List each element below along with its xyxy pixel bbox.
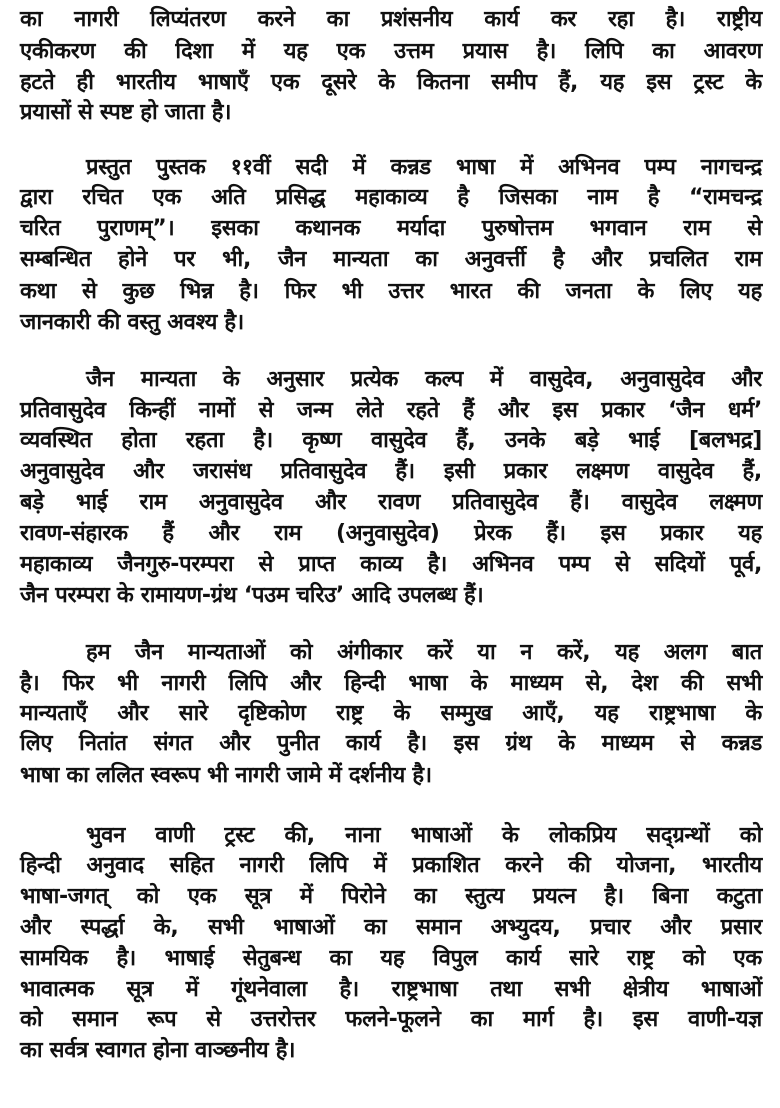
text-line: सामयिक है। भाषाई सेतुबन्ध का यह विपुल कार्य सारे राष्ट्र को एक	[20, 946, 762, 971]
text-line: द्वारा रचित एक अति प्रसिद्ध महाकाव्य है जिसका नाम है “रामचन्द्र	[20, 185, 762, 210]
text-line: सम्बन्धित होने पर भी, जैन मान्यता का अनुवर्त्ती है और प्रचलित राम	[20, 247, 762, 272]
text-line: का नागरी लिप्यंतरण करने का प्रशंसनीय कार्य कर रहा है। राष्ट्रीय	[20, 7, 762, 32]
text-line: जैन मान्यता के अनुसार प्रत्येक कल्प में वासुदेव, अनुवासुदेव और	[86, 367, 762, 392]
text-line: अनुवासुदेव और जरासंध प्रतिवासुदेव हैं। इसी प्रकार लक्ष्मण वासुदेव हैं,	[20, 459, 762, 484]
text-line: कथा से कुछ भिन्न है। फिर भी उत्तर भारत की जनता के लिए यह	[20, 279, 762, 304]
text-line: बड़े भाई राम अनुवासुदेव और रावण प्रतिवासुदेव हैं। वासुदेव लक्ष्मण	[20, 490, 762, 515]
text-line: व्यवस्थित होता रहता है। कृष्ण वासुदेव हैं, उनके बड़े भाई [बलभद्र]	[20, 428, 762, 453]
text-line: को समान रूप से उत्तरोत्तर फलने-फूलने का मार्ग है। इस वाणी-यज्ञ	[20, 1007, 762, 1032]
text-line: हम जैन मान्यताओं को अंगीकार करें या न करें, यह अलग बात	[86, 640, 762, 665]
text-line: जैन परम्परा के रामायण-ग्रंथ ‘पउम चरिउ’ आदि उपलब्ध हैं।	[20, 583, 484, 608]
text-line: लिए नितांत संगत और पुनीत कार्य है। इस ग्रंथ के माध्यम से कन्नड	[20, 731, 762, 756]
text-line: प्रस्तुत पुस्तक ११वीं सदी में कन्नड भाषा में अभिनव पम्प नागचन्द्र	[86, 155, 762, 180]
text-line: हटते ही भारतीय भाषाएँ एक दूसरे के कितना समीप हैं, यह इस ट्रस्ट के	[20, 70, 762, 95]
text-line: भाषा का ललित स्वरूप भी नागरी जामे में दर्शनीय है।	[20, 763, 432, 788]
text-line: महाकाव्य जैनगुरु-परम्परा से प्राप्त काव्य है। अभिनव पम्प से सदियों पूर्व,	[20, 552, 762, 577]
text-line: चरित पुराणम्”। इसका कथानक मर्यादा पुरुषोत्तम भगवान राम से	[20, 216, 762, 241]
text-line: भावात्मक सूत्र में गूंथनेवाला है। राष्ट्रभाषा तथा सभी क्षेत्रीय भाषाओं	[20, 977, 762, 1002]
text-line: है। फिर भी नागरी लिपि और हिन्दी भाषा के माध्यम से, देश की सभी	[20, 671, 762, 696]
text-line: जानकारी की वस्तु अवश्य है।	[20, 310, 244, 335]
text-line: प्रयासों से स्पष्ट हो जाता है।	[20, 100, 232, 125]
text-line: एकीकरण की दिशा में यह एक उत्तम प्रयास है। लिपि का आवरण	[20, 39, 762, 64]
text-line: हिन्दी अनुवाद सहित नागरी लिपि में प्रकाशित करने की योजना, भारतीय	[20, 853, 762, 878]
text-line: रावण-संहारक हैं और राम (अनुवासुदेव) प्रेरक हैं। इस प्रकार यह	[20, 521, 762, 546]
text-line: मान्यताएँ और सारे दृष्टिकोण राष्ट्र के सम्मुख आएँ, यह राष्ट्रभाषा के	[20, 701, 762, 726]
text-line: भाषा-जगत् को एक सूत्र में पिरोने का स्तुत्य प्रयत्न है। बिना कटुता	[20, 884, 762, 909]
text-line: और स्पर्द्धा के, सभी भाषाओं का समान अभ्युदय, प्रचार और प्रसार	[20, 915, 762, 940]
text-line: प्रतिवासुदेव किन्हीं नामों से जन्म लेते रहते हैं और इस प्रकार ‘जैन धर्म’	[20, 398, 762, 423]
text-line: भुवन वाणी ट्रस्ट की, नाना भाषाओं के लोकप्रिय सद्ग्रन्थों को	[86, 823, 762, 848]
text-line: का सर्वत्र स्वागत होना वाञ्छनीय है।	[20, 1038, 296, 1063]
